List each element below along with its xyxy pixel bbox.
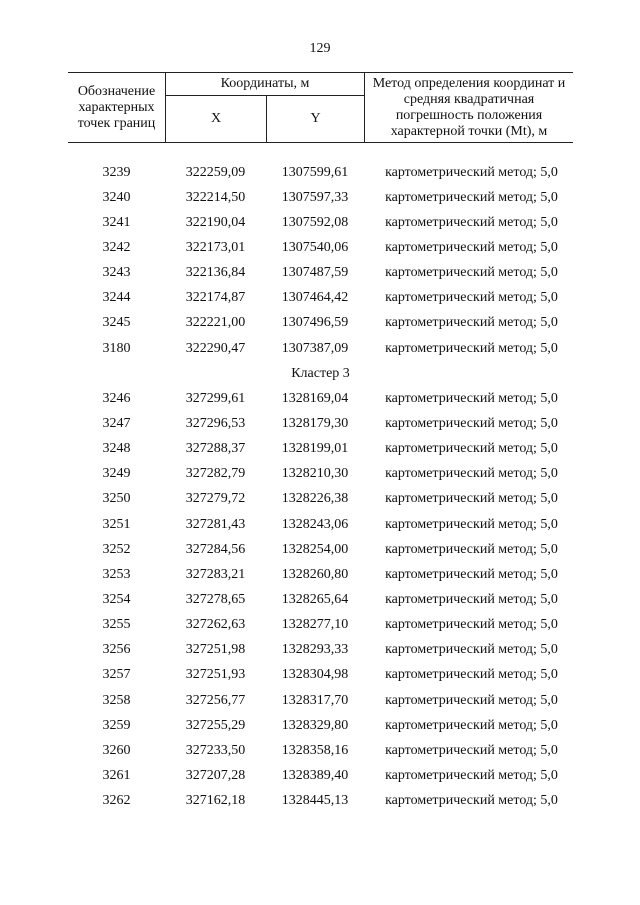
method-cell: картометрический метод; 5,0 (385, 340, 558, 356)
table-row (68, 462, 573, 487)
y-cell: 1328389,40 (281, 767, 349, 783)
y-cell: 1328243,06 (281, 516, 349, 532)
method-cell: картометрический метод; 5,0 (385, 164, 558, 180)
table-row (68, 386, 573, 411)
point-cell: 3261 (102, 767, 131, 783)
point-cell: 3256 (102, 642, 131, 658)
x-cell: 322173,01 (185, 239, 246, 255)
y-cell: 1328293,33 (281, 642, 349, 658)
point-cell: 3180 (102, 340, 131, 356)
y-cell: 1328179,30 (281, 415, 349, 431)
y-cell: 1328358,16 (281, 742, 349, 758)
method-cell: картометрический метод; 5,0 (385, 742, 558, 758)
x-cell: 322290,47 (185, 340, 246, 356)
table-header (68, 72, 573, 143)
y-cell: 1328317,70 (281, 692, 349, 708)
point-cell: 3241 (102, 214, 131, 230)
point-cell: 3248 (102, 441, 131, 457)
y-cell: 1307592,08 (281, 214, 349, 230)
y-cell: 1328254,00 (281, 541, 349, 557)
point-cell: 3259 (102, 717, 131, 733)
method-cell: картометрический метод; 5,0 (385, 692, 558, 708)
table-row (68, 789, 573, 814)
method-cell: картометрический метод; 5,0 (385, 516, 558, 532)
point-cell: 3254 (102, 591, 131, 607)
y-cell: 1328445,13 (281, 793, 349, 809)
y-cell: 1328260,80 (281, 566, 349, 582)
y-cell: 1328277,10 (281, 617, 349, 633)
table-row (68, 688, 573, 713)
table-row (68, 663, 573, 688)
y-cell: 1307464,42 (281, 290, 349, 306)
table-row (68, 638, 573, 663)
point-cell: 3243 (102, 265, 131, 281)
point-cell: 3246 (102, 390, 131, 406)
y-cell: 1328329,80 (281, 717, 349, 733)
point-cell: 3247 (102, 415, 131, 431)
point-cell: 3257 (102, 667, 131, 683)
table-row (68, 411, 573, 436)
method-cell: картометрический метод; 5,0 (385, 767, 558, 783)
method-cell: картометрический метод; 5,0 (385, 541, 558, 557)
method-cell: картометрический метод; 5,0 (385, 415, 558, 431)
table-row (68, 487, 573, 512)
point-cell: 3242 (102, 239, 131, 255)
table-row (68, 261, 573, 286)
point-cell: 3245 (102, 315, 131, 331)
y-cell: 1307487,59 (281, 265, 349, 281)
y-cell: 1307597,33 (281, 189, 349, 205)
point-cell: 3252 (102, 541, 131, 557)
header-method: Метод определения координат и средняя квадратичная погрешность положения характерной точки (Mt), м (365, 73, 574, 143)
table-row (68, 562, 573, 587)
point-cell: 3255 (102, 617, 131, 633)
method-cell: картометрический метод; 5,0 (385, 717, 558, 733)
point-cell: 3240 (102, 189, 131, 205)
point-cell: 3249 (102, 466, 131, 482)
y-cell: 1328210,30 (281, 466, 349, 482)
method-cell: картометрический метод; 5,0 (385, 265, 558, 281)
method-cell: картометрический метод; 5,0 (385, 214, 558, 230)
x-cell: 327262,63 (185, 617, 246, 633)
y-cell: 1307496,59 (281, 315, 349, 331)
method-cell: картометрический метод; 5,0 (385, 441, 558, 457)
y-cell: 1328304,98 (281, 667, 349, 683)
y-cell: 1328169,04 (281, 390, 349, 406)
method-cell: картометрический метод; 5,0 (385, 793, 558, 809)
x-cell: 327284,56 (185, 541, 246, 557)
cluster-label: Кластер 3 (291, 365, 350, 381)
table-row (68, 185, 573, 210)
x-cell: 322174,87 (185, 290, 246, 306)
method-cell: картометрический метод; 5,0 (385, 591, 558, 607)
y-cell: 1328226,38 (281, 491, 349, 507)
x-cell: 327279,72 (185, 491, 246, 507)
x-cell: 322259,09 (185, 164, 246, 180)
header-x: X (166, 96, 267, 143)
header-point: Обозначение характерных точек границ (68, 73, 166, 143)
table-row (68, 613, 573, 638)
table-row (68, 738, 573, 763)
x-cell: 327282,79 (185, 466, 246, 482)
x-cell: 327207,28 (185, 767, 246, 783)
method-cell: картометрический метод; 5,0 (385, 290, 558, 306)
x-cell: 327255,29 (185, 717, 246, 733)
x-cell: 322221,00 (185, 315, 246, 331)
x-cell: 327233,50 (185, 742, 246, 758)
x-cell: 327299,61 (185, 390, 246, 406)
method-cell: картометрический метод; 5,0 (385, 390, 558, 406)
table-row (68, 311, 573, 336)
x-cell: 327278,65 (185, 591, 246, 607)
method-cell: картометрический метод; 5,0 (385, 491, 558, 507)
point-cell: 3251 (102, 516, 131, 532)
method-cell: картометрический метод; 5,0 (385, 566, 558, 582)
x-cell: 327162,18 (185, 793, 246, 809)
method-cell: картометрический метод; 5,0 (385, 315, 558, 331)
point-cell: 3262 (102, 793, 131, 809)
method-cell: картометрический метод; 5,0 (385, 466, 558, 482)
table-row (68, 512, 573, 537)
header-coordinates: Координаты, м (166, 73, 365, 96)
method-cell: картометрический метод; 5,0 (385, 617, 558, 633)
table-row (68, 437, 573, 462)
y-cell: 1307540,06 (281, 239, 349, 255)
x-cell: 322190,04 (185, 214, 246, 230)
y-cell: 1328265,64 (281, 591, 349, 607)
x-cell: 327288,37 (185, 441, 246, 457)
method-cell: картометрический метод; 5,0 (385, 667, 558, 683)
x-cell: 327281,43 (185, 516, 246, 532)
point-cell: 3260 (102, 742, 131, 758)
table-row (68, 286, 573, 311)
x-cell: 327256,77 (185, 692, 246, 708)
point-cell: 3258 (102, 692, 131, 708)
point-cell: 3253 (102, 566, 131, 582)
x-cell: 327251,98 (185, 642, 246, 658)
x-cell: 327296,53 (185, 415, 246, 431)
table-row (68, 336, 573, 361)
y-cell: 1307387,09 (281, 340, 349, 356)
table-row (68, 160, 573, 185)
x-cell: 327251,93 (185, 667, 246, 683)
table-row (68, 537, 573, 562)
table-row (68, 235, 573, 260)
point-cell: 3239 (102, 164, 131, 180)
x-cell: 327283,21 (185, 566, 246, 582)
y-cell: 1307599,61 (281, 164, 349, 180)
x-cell: 322214,50 (185, 189, 246, 205)
table-body (68, 160, 573, 814)
x-cell: 322136,84 (185, 265, 246, 281)
method-cell: картометрический метод; 5,0 (385, 239, 558, 255)
point-cell: 3250 (102, 491, 131, 507)
table-row (68, 210, 573, 235)
table-row (68, 587, 573, 612)
page-number: 129 (309, 41, 331, 56)
method-cell: картометрический метод; 5,0 (385, 189, 558, 205)
table-row (68, 713, 573, 738)
point-cell: 3244 (102, 290, 131, 306)
method-cell: картометрический метод; 5,0 (385, 642, 558, 658)
table-row (68, 763, 573, 788)
y-cell: 1328199,01 (281, 441, 349, 457)
header-y: Y (267, 96, 365, 143)
